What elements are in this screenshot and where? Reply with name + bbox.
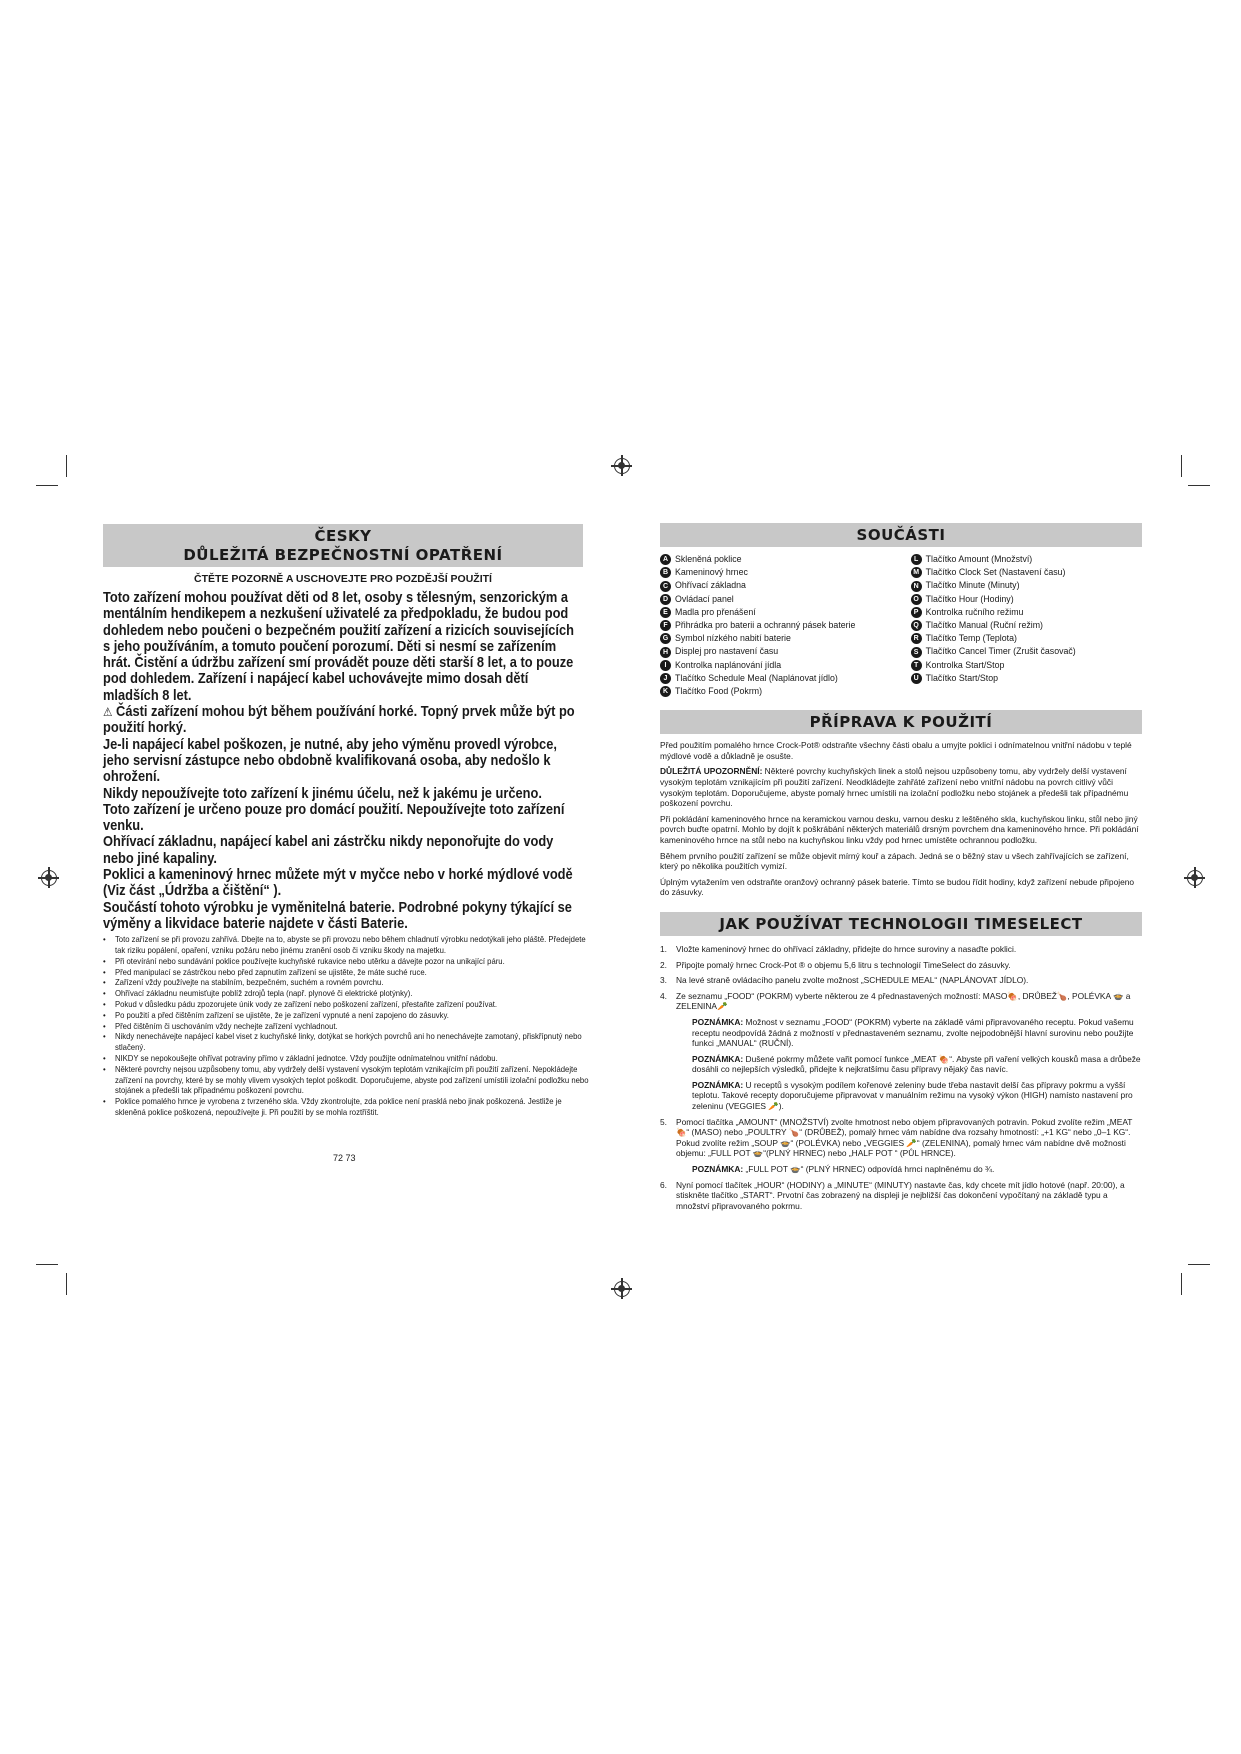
step-text: Nyní pomocí tlačítek „HOUR“ (HODINY) a „MINUTE“ (MINUTY) nastavte čas, kdy chcete mít jídlo hotové (např. 20:00), a stiskněte tlačítko „START“. Prvotní čas zobrazený na displeji je nejbližší čas dokončení vypočítaný na základě typu a množství připravovaného pokrmu. — [676, 1179, 1125, 1211]
step-item — [660, 1117, 1142, 1175]
prep-paragraph: Při pokládání kameninového hrnce na keramickou varnou desku, varnou desku z leštěného skla, kuchyňskou linku, stůl nebo jiný povrch buďte opatrní. Mohlo by dojít k poškrábání některých materiálů drsným povrchem dna kameninového hrnce. Při pokládání kameninového hrnce na stůl nebo na kuchyňskou linku vždy pod hrnec umístěte ochrannou podložku. — [660, 813, 1139, 845]
registration-mark-icon — [1187, 870, 1203, 886]
part-letter-badge: P — [911, 607, 922, 618]
registration-mark-icon — [41, 870, 57, 886]
part-letter-badge: L — [911, 554, 922, 565]
part-letter-badge: R — [911, 633, 922, 644]
list-item — [660, 593, 891, 606]
bold-paragraph — [103, 704, 583, 737]
safety-header — [103, 524, 583, 567]
part-label: Tlačítko Temp (Teplota) — [925, 633, 1017, 644]
prep-paragraph: Úplným vytažením ven odstraňte oranžový ochranný pásek baterie. Tímto se budou řídit hodiny, když zařízení nebude připojeno do zásuvky. — [660, 876, 1135, 898]
note-label: POZNÁMKA: — [692, 1079, 744, 1090]
part-letter-badge: S — [911, 647, 922, 658]
bold-paragraph: Součástí tohoto výrobku je vyměnitelná baterie. Podrobné pokyny týkající se výměny a likvidace baterie najdete v části Baterie. — [103, 899, 572, 932]
part-letter-badge: U — [911, 673, 922, 684]
safety-heading: DŮLEŽITÁ BEZPEČNOSTNÍ OPATŘENÍ — [183, 546, 503, 564]
part-letter-badge: B — [660, 567, 671, 578]
list-item: • Před manipulací se zástrčkou nebo před zapnutím zařízení se ujistěte, že máte suché ruce. — [103, 967, 594, 978]
parts-column-left — [660, 553, 891, 698]
step-number: 2. — [660, 959, 667, 970]
list-item — [660, 632, 891, 645]
part-letter-badge: T — [911, 660, 922, 671]
crop-mark — [66, 455, 67, 477]
bold-paragraph-text: Části zařízení mohou být během používání horké. Topný prvek může být po použití horký. — [103, 704, 575, 737]
note-label: POZNÁMKA: — [692, 1016, 744, 1027]
note-label: POZNÁMKA: — [692, 1053, 744, 1064]
prep-paragraph: Během prvního použití zařízení se může objevit mírný kouř a zápach. Jedná se o běžný stav u všech zahřívajících se zařízení, který po několika použitích vymizí. — [660, 850, 1129, 872]
note-text: U receptů s vysokým podílem kořenové zeleniny bude třeba nastavit delší čas přípravy pokrmu a vyšší teplotu. Takové recepty doporučujeme připravovat v manuálním režimu na vysoký výkon (HIGH) namísto nastavení pro zeleninu (VEGGIES 🥕). — [692, 1079, 1133, 1112]
part-label: Ovládací panel — [675, 593, 734, 604]
list-item: • Po použití a před čištěním zařízení se ujistěte, že je zařízení vypnuté a není zapojeno do zásuvky. — [103, 1010, 594, 1021]
part-label: Displej pro nastavení času — [675, 646, 779, 657]
step-item — [660, 944, 1142, 955]
part-label: Symbol nízkého nabití baterie — [675, 633, 791, 644]
list-item: • Některé povrchy nejsou uzpůsobeny tomu, aby vydržely delší vystavení vysokým teplotám vznikajícím při použití zařízení. Nepokládejte zařízení na povrchy, které by se mohly vlivem vysokých teplot poškodit. Doporučujeme, abyste pod zařízení umístili izolační podložku nebo stojánek a předešli tak případnému poškození povrchu. — [103, 1064, 594, 1096]
step-item — [660, 975, 1142, 986]
part-label: Ohřívací základna — [675, 580, 746, 591]
list-item: • NIKDY se nepokoušejte ohřívat potraviny přímo v základní jednotce. Vždy použijte odnímatelnou vnitřní nádobu. — [103, 1053, 594, 1064]
part-label: Kontrolka ručního režimu — [925, 606, 1024, 617]
list-item — [911, 619, 1142, 632]
note — [692, 1164, 1142, 1175]
list-item — [911, 659, 1142, 672]
part-letter-badge: J — [660, 673, 671, 684]
part-letter-badge: N — [911, 581, 922, 592]
timeselect-heading: JAK POUŽÍVAT TECHNOLOGII TIMESELECT — [660, 912, 1142, 936]
right-page — [660, 523, 1142, 1216]
part-label: Tlačítko Hour (Hodiny) — [925, 593, 1014, 604]
note-label: POZNÁMKA: — [692, 1164, 744, 1175]
note-text: Dušené pokrmy můžete vařit pomocí funkce „MEAT 🍖“. Abyste při vaření velkých kousků masa a drůbeže dosáhli co nejlepších výsledků, přidejte k nejkratšímu času přípravy nějaký čas navíc. — [692, 1053, 1141, 1075]
list-item — [660, 659, 891, 672]
part-label: Tlačítko Schedule Meal (Naplánovat jídlo) — [675, 672, 838, 683]
part-letter-badge: F — [660, 620, 671, 631]
part-label: Tlačítko Amount (Množství) — [925, 554, 1033, 564]
list-item — [911, 566, 1142, 579]
list-item — [911, 632, 1142, 645]
part-letter-badge: H — [660, 647, 671, 658]
part-label: Madla pro přenášení — [675, 606, 756, 617]
list-item — [660, 685, 891, 698]
bold-paragraph: Je-li napájecí kabel poškozen, je nutné, aby jeho výměnu provedl výrobce, jeho servisní zástupce nebo obdobně kvalifikovaná osoba, aby nedošlo k ohrožení. — [103, 736, 557, 786]
list-item — [911, 553, 1142, 566]
parts-column-right — [911, 553, 1142, 698]
step-number: 5. — [660, 1116, 667, 1127]
part-label: Tlačítko Clock Set (Nastavení času) — [925, 567, 1066, 578]
list-item — [660, 553, 891, 566]
safety-bold-paragraphs — [103, 590, 583, 932]
list-item — [911, 579, 1142, 592]
safety-subheading: ČTĚTE POZORNĚ A USCHOVEJTE PRO POZDĚJŠÍ POUŽITÍ — [194, 573, 492, 585]
prep-heading: PŘÍPRAVA K POUŽITÍ — [660, 710, 1142, 734]
timeselect-steps — [660, 944, 1142, 1211]
prep-warning-text: Některé povrchy kuchyňských linek a stolů nejsou uzpůsobeny tomu, aby vydržely delší vystavení vysokým teplotám vznikajícím při použití zařízení. Neodkládejte zahřáté zařízení nebo vnitřní nádobu na povrch citlivý vůči vysokým teplotám. Doporučujeme, abyste pomalý hrnec umístili na izolační podložku nebo stojánek a předešli tak případnému poškození povrchu. — [660, 766, 1129, 809]
prep-paragraph: Před použitím pomalého hrnce Crock-Pot® odstraňte všechny části obalu a umyjte poklici i odnímatelnou vnitřní nádobu v teplé mýdlové vodě a důkladně je osušte. — [660, 740, 1132, 761]
crop-mark — [66, 1273, 67, 1295]
step-number: 6. — [660, 1179, 667, 1190]
part-label: Tlačítko Cancel Timer (Zrušit časovač) — [925, 646, 1076, 657]
part-label: Tlačítko Minute (Minuty) — [925, 580, 1020, 591]
part-letter-badge: E — [660, 607, 671, 618]
part-label: Přihrádka pro baterii a ochranný pásek baterie — [675, 620, 856, 631]
parts-heading: SOUČÁSTI — [660, 523, 1142, 547]
part-label: Tlačítko Food (Pokrm) — [675, 686, 763, 697]
list-item: • Při otevírání nebo sundávání poklice používejte kuchyňské rukavice nebo utěrku a dávejte pozor na unikající páru. — [103, 956, 594, 967]
step-item — [660, 960, 1142, 971]
note-text: Možnost v seznamu „FOOD“ (POKRM) vyberte na základě vámi připravovaného receptu. Pokud vašemu receptu neodpovídá žádná z možností v přednastaveném seznamu, zvolte nejpodobnější hlavní surovinu nebo použijte funkci „MANUAL“ (RUČNÍ). — [692, 1016, 1134, 1049]
crop-mark — [36, 485, 58, 486]
bold-paragraph: Ohřívací základnu, napájecí kabel ani zástrčku nikdy neponořujte do vody nebo jiné kapaliny. — [103, 834, 554, 867]
crop-mark — [1188, 485, 1210, 486]
part-label: Tlačítko Start/Stop — [925, 672, 999, 683]
part-letter-badge: O — [911, 594, 922, 605]
list-item — [911, 672, 1142, 685]
note-text: „FULL POT 🍲“ (PLNÝ HRNEC) odpovídá hrnci naplněnému do ¾. — [743, 1164, 995, 1175]
step-text: Na levé straně ovládacího panelu zvolte možnost „SCHEDULE MEAL“ (NAPLÁNOVAT JÍDLO). — [676, 975, 1029, 986]
list-item: • Poklice pomalého hrnce je vyrobena z tvrzeného skla. Vždy zkontrolujte, zda poklice není prasklá nebo jinak poškozená. Jestliže je skleněná poklice poškozená, nepoužívejte ji. Při použití by se mohla roztříštit. — [103, 1096, 594, 1118]
step-item — [660, 1180, 1142, 1212]
part-label: Tlačítko Manual (Ruční režim) — [925, 620, 1043, 631]
part-letter-badge: K — [660, 686, 671, 697]
list-item: • Nikdy nenechávejte napájecí kabel viset z kuchyňské linky, dotýkat se horkých povrchů ani ho nenechávejte zamotaný, přiskřípnutý nebo stlačený. — [103, 1031, 594, 1053]
bold-paragraph: Toto zařízení mohou používat děti od 8 let, osoby s tělesným, senzorickým a mentálním hendikepem a nezkušení uživatelé za předpokladu, že budou pod dohledem nebo poučeni o bezpečném použití zařízení a rizicích souvisejících s jeho používáním, a tomuto poučení porozumí. Děti si nesmí se zařízením hrát. Čistění a údržbu zařízení smí provádět pouze děti starší 8 let, a to pouze pod dohledem. Zařízení i napájecí kabel uchovávejte mimo dosah dětí mladších 8 let. — [103, 590, 574, 704]
part-letter-badge: M — [911, 567, 922, 578]
part-label: Kameninový hrnec — [675, 567, 748, 578]
crop-mark — [1181, 1273, 1182, 1295]
list-item — [911, 593, 1142, 606]
list-item: • Pokud v důsledku pádu zpozorujete únik vody ze zařízení nebo poškození zařízení, přestaňte zařízení používat. — [103, 999, 594, 1010]
registration-mark-icon — [614, 458, 630, 474]
prep-section — [660, 740, 1142, 898]
registration-mark-icon — [614, 1281, 630, 1297]
step-number: 4. — [660, 990, 667, 1001]
part-letter-badge: C — [660, 581, 671, 592]
part-letter-badge: G — [660, 633, 671, 644]
list-item: • Toto zařízení se při provozu zahřívá. Dbejte na to, abyste se při provozu nebo během chladnutí výrobku nedotýkali jeho pláště. Předejdete tak riziku popálení, opaření, vzniku požáru nebo jinému zranění osob či vzniku škody na majetku. — [103, 934, 594, 956]
parts-list — [660, 553, 1142, 698]
note — [692, 1080, 1142, 1112]
step-text: Připojte pomalý hrnec Crock-Pot ® o objemu 5,6 litru s technologií TimeSelect do zásuvky. — [676, 959, 1011, 970]
part-label: Kontrolka Start/Stop — [925, 659, 1005, 670]
step-text: Vložte kameninový hrnec do ohřívací základny, přidejte do hrnce suroviny a nasaďte poklici. — [676, 943, 1017, 954]
bold-paragraph: Poklici a kameninový hrnec můžete mýt v myčce nebo v horké mýdlové vodě (Viz část „Údržba a čištění“ ). — [103, 867, 573, 900]
part-letter-badge: A — [660, 554, 671, 565]
list-item — [911, 606, 1142, 619]
list-item — [660, 645, 891, 658]
list-item: • Ohřívací základnu neumisťujte poblíž zdrojů tepla (např. plynové či elektrické plotýnky). — [103, 988, 594, 999]
safety-bullet-list — [103, 934, 589, 1118]
note — [692, 1017, 1142, 1049]
warning-triangle-icon: ⚠ — [103, 705, 113, 720]
step-item — [660, 991, 1142, 1112]
step-text: Pomocí tlačítka „AMOUNT“ (MNOŽSTVÍ) zvolte hmotnost nebo objem připravovaných potravin. Pokud zvolíte režim „MEAT 🍖“ (MASO) nebo „POULTRY 🍗“ (DRŮBEŽ), pomalý hrnec vám nabídne dva rozsahy hmotností: „+1 KG“ nebo „0–1 KG“. Pokud zvolíte režim „SOUP 🍲“ (POLÉVKA) nebo „VEGGIES 🥕“ (ZELENINA), pomalý hrnec vám nabídne dvě možnosti objemu: „FULL POT 🍲“(PLNÝ HRNEC) nebo „HALF POT “ (PŮL HRNCE). — [676, 1116, 1133, 1159]
list-item: • Před čištěním či uschováním vždy nechejte zařízení vychladnout. — [103, 1021, 594, 1032]
crop-mark — [1188, 1264, 1210, 1265]
crop-mark — [36, 1264, 58, 1265]
list-item: • Zařízení vždy používejte na stabilním, bezpečném, suchém a rovném povrchu. — [103, 977, 594, 988]
list-item — [911, 645, 1142, 658]
bold-paragraph: Toto zařízení je určeno pouze pro domácí použití. Nepoužívejte toto zařízení venku. — [103, 801, 565, 835]
prep-paragraph — [660, 766, 1142, 808]
page-number: 72 73 — [333, 1153, 356, 1163]
step-number: 1. — [660, 943, 667, 954]
step-text: Ze seznamu „FOOD“ (POKRM) vyberte některou ze 4 přednastavených možností: MASO🍖, DRŮBEŽ🍗, POLÉVKA 🍲 a ZELENINA🥕 — [676, 990, 1131, 1012]
prep-warning-label: DŮLEŽITÁ UPOZORNĚNÍ: — [660, 766, 763, 777]
bold-paragraph: Nikdy nepoužívejte toto zařízení k jinému účelu, než k jakému je určeno. — [103, 785, 542, 802]
left-page — [103, 524, 589, 1118]
part-letter-badge: I — [660, 660, 671, 671]
list-item — [660, 566, 891, 579]
list-item — [660, 579, 891, 592]
list-item — [660, 672, 891, 685]
list-item — [660, 606, 891, 619]
step-number: 3. — [660, 975, 667, 986]
part-letter-badge: D — [660, 594, 671, 605]
list-item — [660, 619, 891, 632]
crop-mark — [1181, 455, 1182, 477]
language-title: ČESKY — [314, 527, 372, 545]
part-letter-badge: Q — [911, 620, 922, 631]
part-label: Skleněná poklice — [675, 554, 742, 564]
part-label: Kontrolka naplánování jídla — [675, 659, 782, 670]
note — [692, 1054, 1142, 1075]
